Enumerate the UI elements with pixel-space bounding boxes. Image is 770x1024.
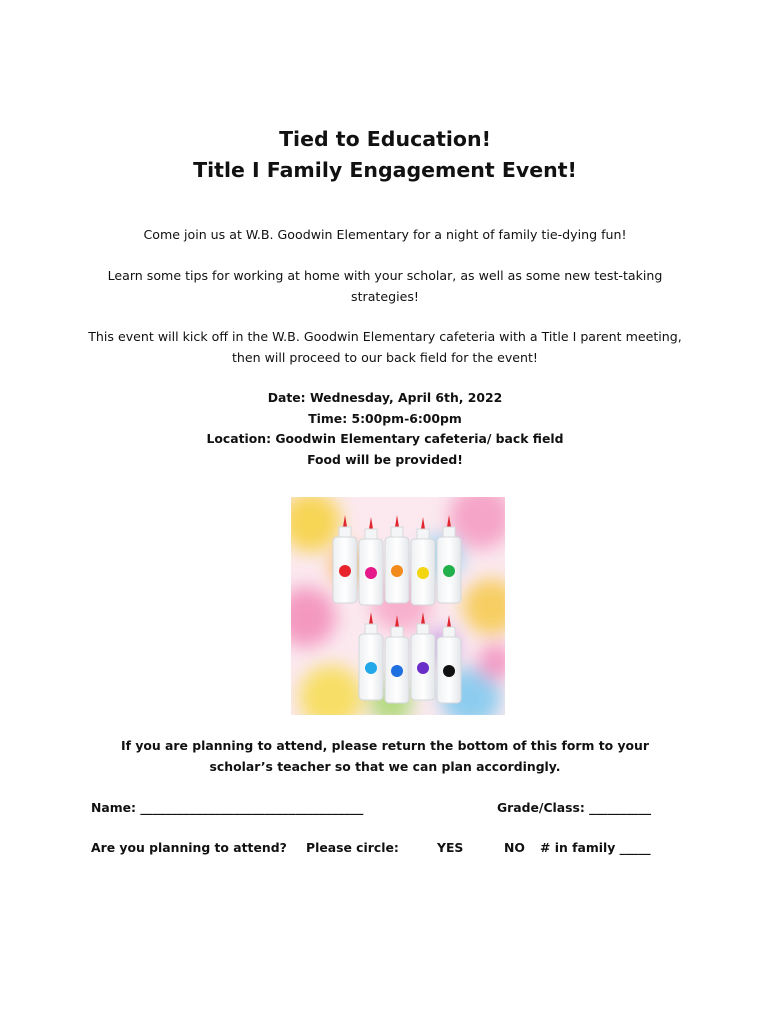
tips-paragraph: Learn some tips for working at home with your scholar, as well as some new test-taking strategies! [107,268,663,304]
title-line-1: Tied to Education! [279,127,491,151]
location-paragraph: This event will kick off in the W.B. Goodwin Elementary cafeteria with a Title I parent meeting, then will proceed to our back field for the event! [88,329,682,365]
rsvp-notice [0,735,770,777]
name-field[interactable]: Name: ____________________________________ [91,800,364,815]
attend-question: Are you planning to attend? [91,840,287,855]
food-note: Food will be provided! [307,451,463,467]
family-count-field[interactable]: # in family _____ [540,840,651,855]
no-option[interactable]: NO [504,840,525,855]
event-details [0,388,770,470]
title-line-2: Title I Family Engagement Event! [193,158,577,182]
intro-paragraph: Come join us at W.B. Goodwin Elementary for a night of family tie-dying fun! [143,227,627,242]
circle-label: Please circle: [306,840,399,855]
grade-class-field[interactable]: Grade/Class: __________ [497,800,652,815]
event-time: Time: 5:00pm-6:00pm [308,410,462,426]
event-date: Date: Wednesday, April 6th, 2022 [267,390,503,405]
tie-dye-illustration [291,497,505,715]
event-location: Location: Goodwin Elementary cafeteria/ back field [206,431,564,446]
notice-line-1: If you are planning to attend, please return the bottom of this form to your [121,738,649,753]
event-title [0,124,770,186]
tie-dye-bottles-photo [291,497,505,715]
notice-line-2: scholar’s teacher so that we can plan accordingly. [209,759,561,774]
yes-option[interactable]: YES [437,840,464,855]
